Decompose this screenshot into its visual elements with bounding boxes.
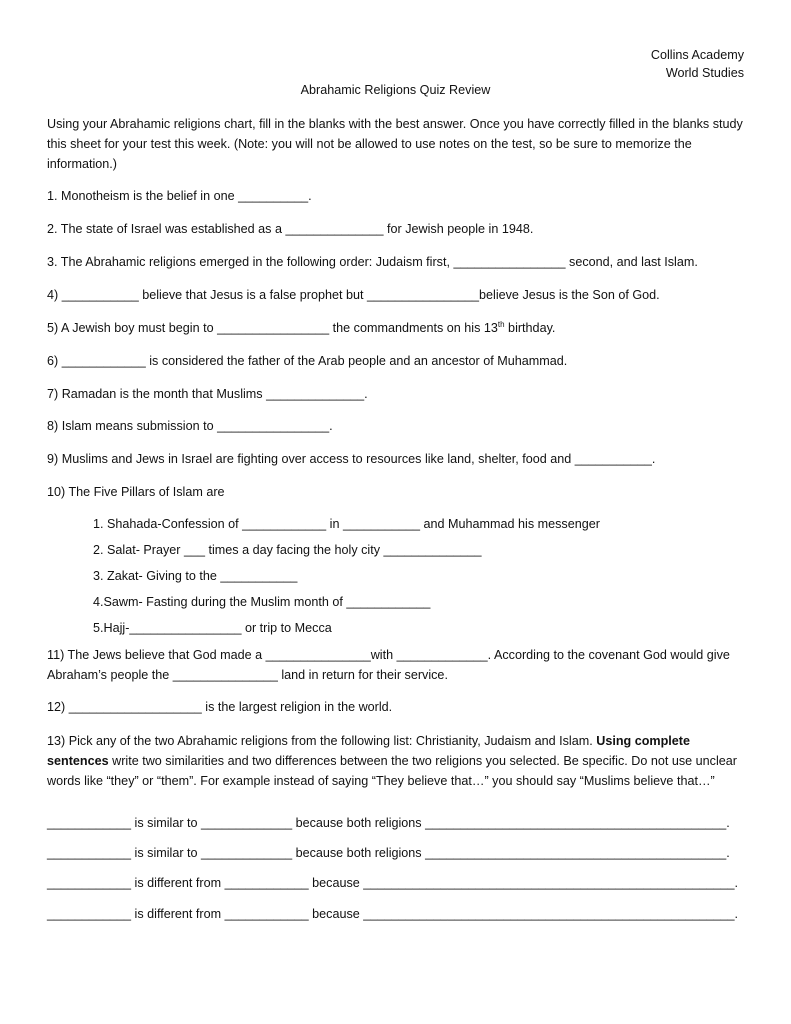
answer-line: ____________ is similar to _____________ because both religions ___________________________________________.	[47, 846, 730, 860]
question-11: 11) The Jews believe that God made a _______________with _____________. According to the covenant God would give Abraham’s people the _______________ land in return for their service.	[47, 648, 730, 682]
ordinal-suffix: th	[497, 319, 505, 329]
pillar-item: 5.Hajj-________________ or trip to Mecca	[93, 621, 332, 635]
question-13-instructions: write two similarities and two differences between the two religions you selected. Be specific. Do not use unclear words like “they” or “them”. For example instead of saying “They believe that…” you should say “Muslims believe that…”	[47, 754, 737, 788]
question-10: 10) The Five Pillars of Islam are	[47, 485, 225, 499]
question-9: 9) Muslims and Jews in Israel are fighting over access to resources like land, shelter, food and ___________.	[47, 452, 656, 466]
question-6: 6) ____________ is considered the father of the Arab people and an ancestor of Muhammad.	[47, 354, 568, 368]
question-5	[47, 319, 757, 339]
course-name: World Studies	[665, 66, 744, 80]
school-name: Collins Academy	[650, 48, 744, 62]
pillar-item: 4.Sawm- Fasting during the Muslim month of ____________	[93, 595, 431, 609]
question-13-emphasis: Using complete sentences	[47, 734, 691, 768]
question-5-text: 5) A Jewish boy must begin to ________________ the commandments on his 13	[47, 321, 498, 335]
answer-line: ____________ is different from ____________ because _____________________________________________________.	[47, 876, 738, 890]
answer-line: ____________ is similar to _____________ because both religions ___________________________________________.	[47, 816, 730, 830]
question-13	[47, 731, 747, 791]
header-block	[651, 46, 744, 82]
question-8: 8) Islam means submission to ________________.	[47, 419, 333, 433]
pillar-item: 1. Shahada-Confession of ____________ in ___________ and Muhammad his messenger	[93, 517, 600, 531]
page-title: Abrahamic Religions Quiz Review	[300, 83, 491, 97]
answer-line: ____________ is different from ____________ because _____________________________________________________.	[47, 907, 738, 921]
question-13-intro: 13) Pick any of the two Abrahamic religions from the following list: Christianity, Judaism and Islam.	[47, 734, 597, 748]
question-1: 1. Monotheism is the belief in one __________.	[47, 189, 312, 203]
pillar-item: 3. Zakat- Giving to the ___________	[93, 569, 298, 583]
pillar-item: 2. Salat- Prayer ___ times a day facing the holy city ______________	[93, 543, 482, 557]
question-4: 4) ___________ believe that Jesus is a false prophet but ________________believe Jesus is the Son of God.	[47, 288, 660, 302]
question-2: 2. The state of Israel was established as a ______________ for Jewish people in 1948.	[47, 222, 534, 236]
question-12: 12) ___________________ is the largest religion in the world.	[47, 700, 393, 714]
question-3: 3. The Abrahamic religions emerged in the following order: Judaism first, ________________ second, and last Islam.	[47, 255, 698, 269]
question-7: 7) Ramadan is the month that Muslims ______________.	[47, 387, 368, 401]
question-5-end: birthday.	[504, 321, 556, 335]
intro-paragraph: Using your Abrahamic religions chart, fill in the blanks with the best answer. Once you have correctly filled in the blanks study this sheet for your test this week. (Note: you will not be allowed to use notes on the test, so be sure to memorize the information.)	[47, 117, 743, 171]
